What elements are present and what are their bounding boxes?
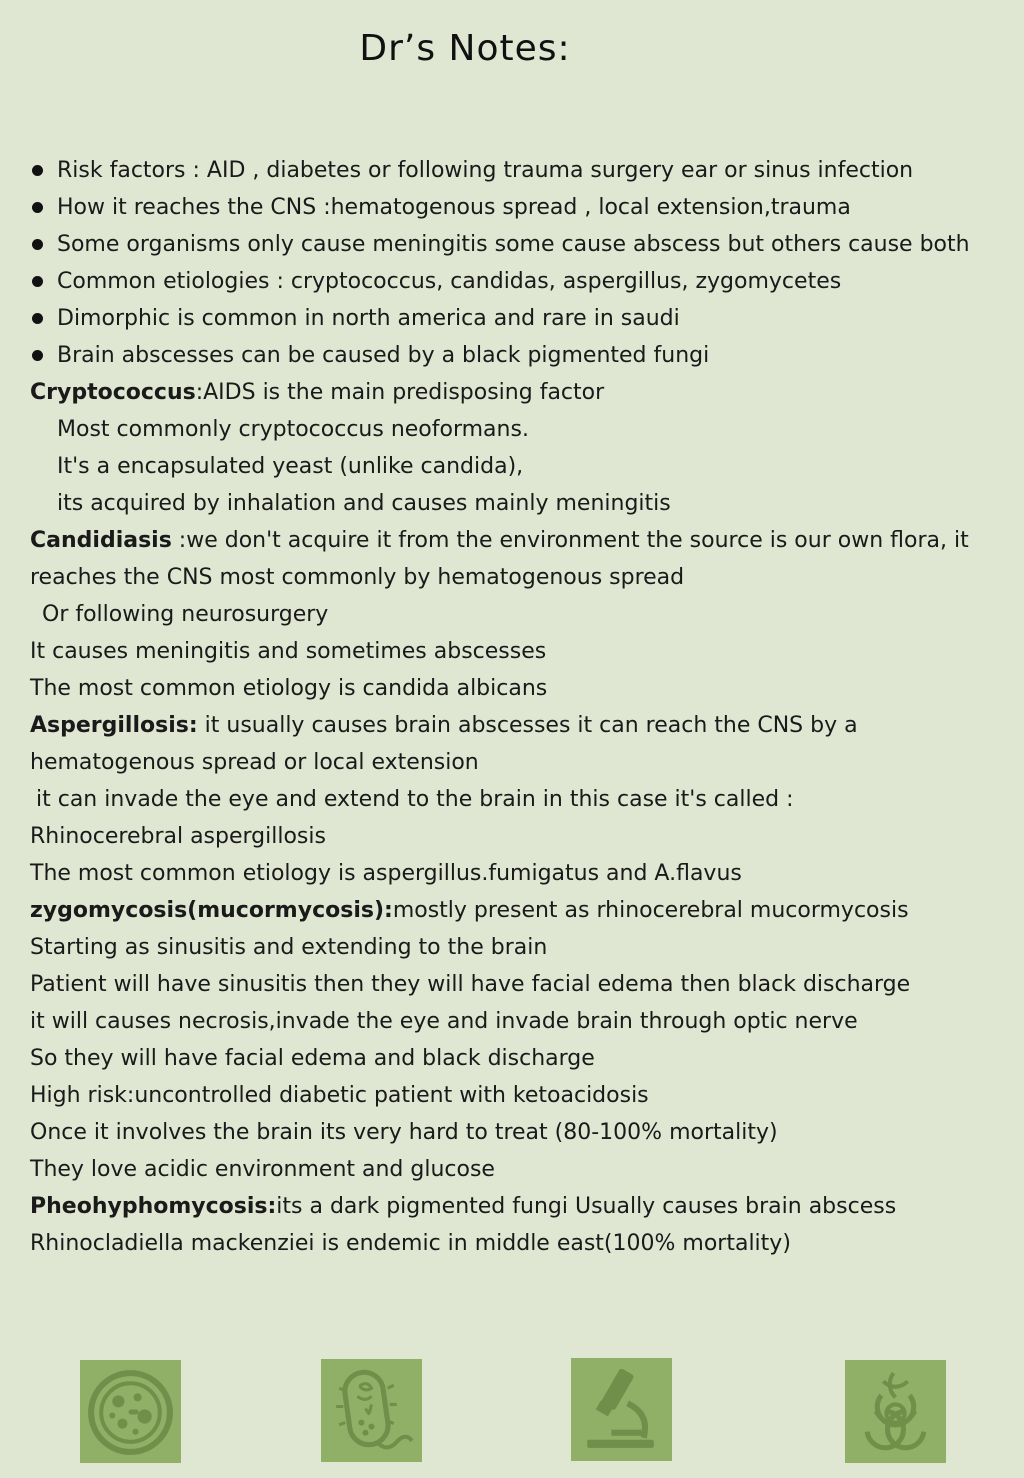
list-item: How it reaches the CNS :hematogenous spread , local extension,trauma xyxy=(30,189,1000,226)
note-line: The most common etiology is candida albicans xyxy=(30,676,548,701)
biohazard-icon xyxy=(845,1360,946,1463)
note-line: it can invade the eye and extend to the brain in this case it's called : xyxy=(36,787,794,812)
aspergillosis-section xyxy=(30,707,1000,781)
section-text: its a dark pigmented fungi Usually causes brain abscess xyxy=(276,1194,897,1219)
section-heading: Pheohyphomycosis: xyxy=(30,1194,277,1219)
pheohyphomycosis-section xyxy=(30,1188,1000,1225)
candidiasis-section xyxy=(30,522,1000,596)
section-text: it usually causes brain abscesses it can reach the CNS by a hematogenous spread or local extension xyxy=(30,713,858,775)
bacterium-icon xyxy=(321,1359,422,1462)
list-item: Common etiologies : cryptococcus, candidas, aspergillus, zygomycetes xyxy=(30,263,1000,300)
list-item: Brain abscesses can be caused by a black pigmented fungi xyxy=(30,337,1000,374)
risk-factor-list xyxy=(30,152,1000,374)
section-text: :we don't acquire it from the environment the source is our own flora, it reaches the CNS most commonly by hematogenous spread xyxy=(30,528,969,590)
note-line: So they will have facial edema and black discharge xyxy=(30,1046,595,1071)
note-line: They love acidic environment and glucose xyxy=(30,1157,495,1182)
notes-body xyxy=(30,152,1000,1262)
list-item: Risk factors : AID , diabetes or following trauma surgery ear or sinus infection xyxy=(30,152,1000,189)
page-title: Dr’s Notes: xyxy=(359,28,571,69)
petri-dish-icon xyxy=(80,1360,181,1463)
note-line: The most common etiology is aspergillus.fumigatus and A.flavus xyxy=(30,861,742,886)
note-line: Once it involves the brain its very hard to treat (80-100% mortality) xyxy=(30,1120,778,1145)
footer-icons xyxy=(0,1358,1024,1462)
note-line: it will causes necrosis,invade the eye and invade brain through optic nerve xyxy=(30,1009,858,1034)
note-line: Patient will have sinusitis then they will have facial edema then black discharge xyxy=(30,972,911,997)
note-line: Rhinocerebral aspergillosis xyxy=(30,824,326,849)
list-item: Dimorphic is common in north america and rare in saudi xyxy=(30,300,1000,337)
section-heading: Candidiasis xyxy=(30,528,172,553)
note-line: Or following neurosurgery xyxy=(42,602,329,627)
note-line: Starting as sinusitis and extending to the brain xyxy=(30,935,548,960)
list-item: Some organisms only cause meningitis some cause abscess but others cause both xyxy=(30,226,1000,263)
cryptococcus-section xyxy=(30,374,1000,411)
section-text: :AIDS is the main predisposing factor xyxy=(195,380,605,405)
microscope-icon xyxy=(571,1358,672,1461)
note-line: It's a encapsulated yeast (unlike candida), xyxy=(57,454,524,479)
note-line: High risk:uncontrolled diabetic patient with ketoacidosis xyxy=(30,1083,649,1108)
section-heading: Cryptococcus xyxy=(30,380,196,405)
section-text: mostly present as rhinocerebral mucormycosis xyxy=(392,898,909,923)
note-line: its acquired by inhalation and causes mainly meningitis xyxy=(57,491,671,516)
zygomycosis-section xyxy=(30,892,1000,929)
section-heading: zygomycosis(mucormycosis): xyxy=(30,898,393,923)
section-heading: Aspergillosis: xyxy=(30,713,198,738)
note-line: Most commonly cryptococcus neoformans. xyxy=(57,417,529,442)
note-line: It causes meningitis and sometimes abscesses xyxy=(30,639,547,664)
note-line: Rhinocladiella mackenziei is endemic in middle east(100% mortality) xyxy=(30,1231,791,1256)
